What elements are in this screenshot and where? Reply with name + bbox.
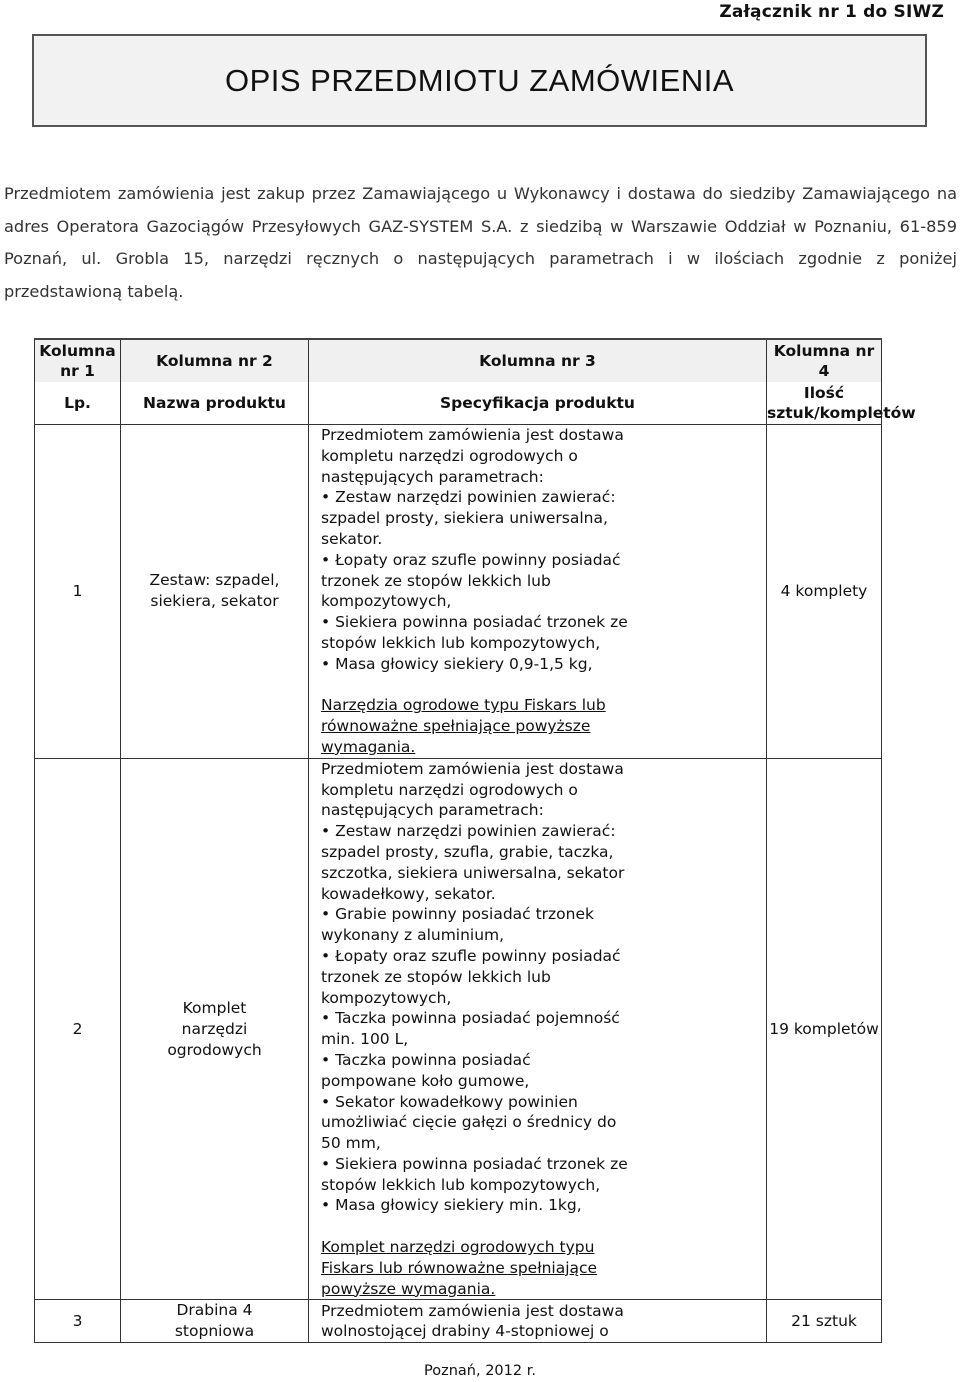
spec-lines: Przedmiotem zamówienia jest dostawa kompletu narzędzi ogrodowych o następujących parametrach: • Zestaw narzędzi powinien zawierać: szpadel prosty, szufla, grabie, taczka, szczotka, siekiera uniwersalna, sekator kowadełkowy, sekator. • Grabie powinny posiadać trzonek wykonany z aluminium, • Łopaty oraz szufle powinny posiadać trzonek ze stopów lekkich lub kompozytowych, • Taczka powinna posiadać pojemność min. 100 L, • Taczka powinna posiadać pompowane koło gumowe, • Sekator kowadełkowy powinien umożliwiać cięcie gałęzi o średnicy do 50 mm, • Siekiera powinna posiadać trzonek ze stopów lekkich lub kompozytowych, • Masa głowicy siekiery min. 1kg, Komplet narzędzi ogrodowych typu Fiskars lub równoważne spełniające powyższe wymagania. [321,759,628,1298]
row-number: 2 [35,758,121,1300]
product-quantity: 21 sztuk [767,1300,882,1343]
column-header: Kolumna nr 4 [767,339,882,382]
field-header-qty: Ilość sztuk/kompletów [767,382,882,425]
table-row [35,1300,882,1343]
column-header: Kolumna nr 2 [121,339,309,382]
field-header-lp: Lp. [35,382,121,425]
product-name: Komplet narzędzi ogrodowych [121,758,309,1300]
page-title: OPIS PRZEDMIOTU ZAMÓWIENIA [224,62,734,98]
field-header-name: Nazwa produktu [121,382,309,425]
title-box [32,34,927,127]
product-spec [309,758,767,1300]
table-row [35,758,882,1300]
product-name: Zestaw: szpadel, siekiera, sekator [121,425,309,759]
product-spec [309,425,767,759]
product-table [34,338,916,1343]
field-header-spec: Specyfikacja produktu [309,382,767,425]
row-number: 1 [35,425,121,759]
spec-lines: Przedmiotem zamówienia jest dostawa wolnostojącej drabiny 4-stopniowej o [321,1301,624,1341]
table-row [35,425,882,759]
intro-line: adres Operatora Gazociągów Przesyłowych GAZ-SYSTEM S.A. z siedzibą w Warszawie Oddział w Poznaniu, 61-859 [4,216,957,236]
footer-place-date: Poznań, 2012 r. [424,1363,536,1379]
product-quantity: 4 komplety [767,425,882,759]
row-number: 3 [35,1300,121,1343]
annex-label: Załącznik nr 1 do SIWZ [719,2,944,22]
product-quantity: 19 kompletów [767,758,882,1300]
intro-line: Przedmiotem zamówienia jest zakup przez Zamawiającego u Wykonawcy i dostawa do siedziby Zamawiającego na [4,184,957,203]
spec-lines: Przedmiotem zamówienia jest dostawa kompletu narzędzi ogrodowych o następujących parametrach: • Zestaw narzędzi powinien zawierać: szpadel prosty, siekiera uniwersalna, sekator. • Łopaty oraz szufle powinny posiadać trzonek ze stopów lekkich lub kompozytowych, • Siekiera powinna posiadać trzonek ze stopów lekkich lub kompozytowych, • Masa głowicy siekiery 0,9-1,5 kg, Narzędzia ogrodowe typu Fiskars lub równoważne spełniające powyższe wymagania. [321,426,628,756]
intro-line: Poznań, ul. Grobla 15, narzędzi ręcznych o następujących parametrach i w ilościach zgodnie z poniżej [4,249,957,268]
product-name: Drabina 4 stopniowa [121,1300,309,1343]
product-spec [309,1300,767,1343]
intro-line: przedstawioną tabelą. [4,281,184,301]
column-header: Kolumna nr 1 [35,339,121,382]
field-header-row [35,382,882,425]
column-number-header-row [35,339,882,382]
column-header: Kolumna nr 3 [309,339,767,382]
intro-paragraph [4,178,957,308]
